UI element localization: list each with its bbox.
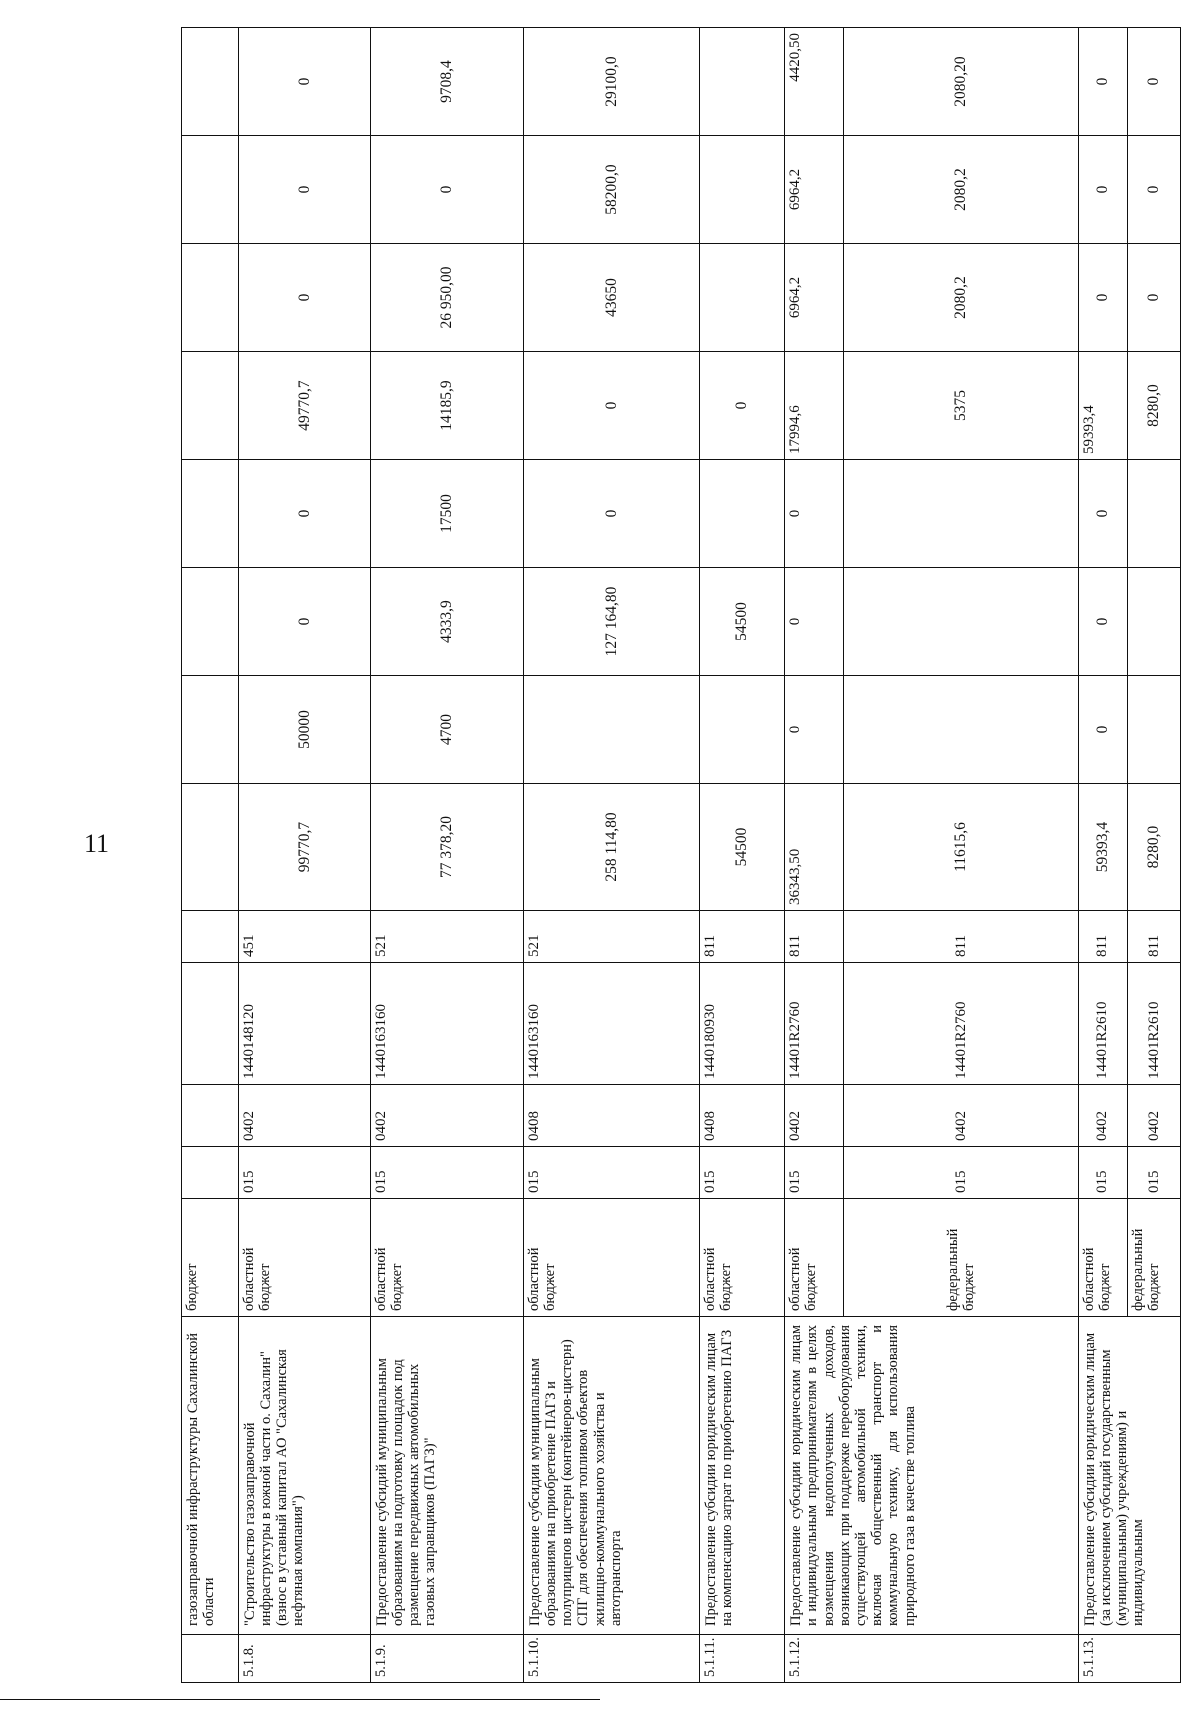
year-value: 43650 bbox=[523, 244, 699, 352]
funding-source: областной бюджет bbox=[1078, 1199, 1127, 1317]
year-value: 0 bbox=[1078, 28, 1127, 136]
funding-source: областной бюджет bbox=[523, 1199, 699, 1317]
year-value: 49770,7 bbox=[238, 352, 370, 460]
funding-source: бюджет bbox=[182, 1199, 239, 1317]
year-value bbox=[1127, 676, 1180, 784]
year-value bbox=[699, 244, 784, 352]
year-value: 5375 bbox=[844, 352, 1078, 460]
vr-code: 811 bbox=[1127, 911, 1180, 963]
year-value bbox=[699, 676, 784, 784]
rzpr-code: 0402 bbox=[238, 1085, 370, 1147]
row-name: Предоставление субсидии юридическим лицам (за исключением субсидий государственным (муниципальным) учреждениям) и индивидуальным bbox=[1078, 1317, 1180, 1635]
year-value: 2080,2 bbox=[844, 136, 1078, 244]
year-value: 0 bbox=[238, 460, 370, 568]
year-value: 0 bbox=[1078, 136, 1127, 244]
year-value: 29100,0 bbox=[523, 28, 699, 136]
row-number: 5.1.11. bbox=[699, 1635, 784, 1683]
rzpr-code: 0402 bbox=[844, 1085, 1078, 1147]
funding-source: областной бюджет bbox=[370, 1199, 523, 1317]
table-row bbox=[1078, 28, 1127, 1683]
total-value: 258 114,80 bbox=[523, 784, 699, 911]
row-number: 5.1.13. bbox=[1078, 1635, 1180, 1683]
total-value: 11615,6 bbox=[844, 784, 1078, 911]
year-value: 6964,2 bbox=[785, 136, 844, 244]
table-row bbox=[370, 28, 523, 1683]
budget-table bbox=[181, 27, 1181, 1683]
row-name: Предоставление субсидии юридическим лицам и индивидуальным предпринимателям в целях возмещения недополученных доходов, возникающих при поддержке переоборудования существующей автомобильной техники, включая общественный транспорт и коммунальную технику, для использования природного газа в качестве топлива bbox=[785, 1317, 1079, 1635]
year-value bbox=[699, 460, 784, 568]
page-number: 11 bbox=[84, 829, 110, 858]
total-value: 8280,0 bbox=[1127, 784, 1180, 911]
funding-source: областной бюджет bbox=[699, 1199, 784, 1317]
year-value: 0 bbox=[370, 136, 523, 244]
csr-code: 1440163160 bbox=[523, 963, 699, 1085]
year-value: 2080,2 bbox=[844, 244, 1078, 352]
csr-code: 1440180930 bbox=[699, 963, 784, 1085]
year-value: 14185,9 bbox=[370, 352, 523, 460]
year-value: 0 bbox=[238, 136, 370, 244]
year-value bbox=[1127, 568, 1180, 676]
year-value: 58200,0 bbox=[523, 136, 699, 244]
year-value bbox=[699, 28, 784, 136]
funding-source: федеральный бюджет bbox=[844, 1199, 1078, 1317]
row-name: газозаправочной инфраструктуры Сахалинской области bbox=[182, 1317, 239, 1635]
table-row bbox=[523, 28, 699, 1683]
year-value: 50000 bbox=[238, 676, 370, 784]
row-name: Предоставление субсидии муниципальным образованиям на приобретение ПАГЗ и полуприцепов цистерн (контейнеров-цистерн) СПГ для обеспечения топливом объектов жилищно-коммунального хозяйства и автотранспорта bbox=[523, 1317, 699, 1635]
vr-code: 521 bbox=[523, 911, 699, 963]
grbs-code: 015 bbox=[844, 1147, 1078, 1199]
year-value: 0 bbox=[523, 352, 699, 460]
row-number: 5.1.10. bbox=[523, 1635, 699, 1683]
row-number: 5.1.12. bbox=[785, 1635, 1079, 1683]
year-value: 59393,4 bbox=[1078, 352, 1127, 460]
year-value: 6964,2 bbox=[785, 244, 844, 352]
table-row bbox=[182, 28, 239, 1683]
year-value: 4700 bbox=[370, 676, 523, 784]
rzpr-code: 0402 bbox=[785, 1085, 844, 1147]
vr-code: 451 bbox=[238, 911, 370, 963]
table-row bbox=[238, 28, 370, 1683]
total-value: 36343,50 bbox=[785, 784, 844, 911]
funding-source: областной бюджет bbox=[785, 1199, 844, 1317]
year-value: 0 bbox=[699, 352, 784, 460]
row-name: Предоставление субсидий муниципальным образованиям на подготовку площадок под размещение передвижных автомобильных газовых заправщиков (ПАГЗ)" bbox=[370, 1317, 523, 1635]
grbs-code: 015 bbox=[699, 1147, 784, 1199]
year-value: 0 bbox=[785, 460, 844, 568]
rotated-page bbox=[181, 28, 1181, 1683]
year-value: 8280,0 bbox=[1127, 352, 1180, 460]
grbs-code: 015 bbox=[523, 1147, 699, 1199]
year-value: 9708,4 bbox=[370, 28, 523, 136]
vr-code: 811 bbox=[844, 911, 1078, 963]
year-value: 4333,9 bbox=[370, 568, 523, 676]
grbs-code: 015 bbox=[370, 1147, 523, 1199]
year-value: 26 950,00 bbox=[370, 244, 523, 352]
row-number bbox=[182, 1635, 239, 1683]
row-name: "Строительство газозаправочной инфраструктуры в южной части о. Сахалин" (взнос в уставный капитал АО "Сахалинская нефтяная компания") bbox=[238, 1317, 370, 1635]
year-value bbox=[844, 676, 1078, 784]
rzpr-code: 0402 bbox=[1078, 1085, 1127, 1147]
year-value bbox=[1127, 460, 1180, 568]
year-value bbox=[699, 136, 784, 244]
grbs-code: 015 bbox=[1078, 1147, 1127, 1199]
year-value: 0 bbox=[1078, 460, 1127, 568]
year-value: 2080,20 bbox=[844, 28, 1078, 136]
year-value: 127 164,80 bbox=[523, 568, 699, 676]
csr-code: 1440148120 bbox=[238, 963, 370, 1085]
table-row bbox=[785, 28, 844, 1683]
year-value bbox=[844, 568, 1078, 676]
rzpr-code: 0408 bbox=[699, 1085, 784, 1147]
rzpr-code: 0408 bbox=[523, 1085, 699, 1147]
year-value: 0 bbox=[238, 568, 370, 676]
row-number: 5.1.8. bbox=[238, 1635, 370, 1683]
year-value: 0 bbox=[1078, 568, 1127, 676]
year-value bbox=[844, 460, 1078, 568]
year-value: 0 bbox=[1078, 244, 1127, 352]
year-value: 4420,50 bbox=[785, 28, 844, 136]
year-value: 0 bbox=[785, 568, 844, 676]
vr-code: 811 bbox=[699, 911, 784, 963]
funding-source: областной бюджет bbox=[238, 1199, 370, 1317]
year-value: 17994,6 bbox=[785, 352, 844, 460]
year-value bbox=[523, 676, 699, 784]
year-value: 0 bbox=[523, 460, 699, 568]
vr-code: 521 bbox=[370, 911, 523, 963]
csr-code: 14401R2760 bbox=[844, 963, 1078, 1085]
csr-code: 1440163160 bbox=[370, 963, 523, 1085]
table-row bbox=[699, 28, 784, 1683]
total-value: 54500 bbox=[699, 784, 784, 911]
grbs-code: 015 bbox=[1127, 1147, 1180, 1199]
year-value: 0 bbox=[238, 244, 370, 352]
total-value: 77 378,20 bbox=[370, 784, 523, 911]
total-value: 99770,7 bbox=[238, 784, 370, 911]
year-value: 0 bbox=[1127, 136, 1180, 244]
vr-code: 811 bbox=[785, 911, 844, 963]
total-value: 59393,4 bbox=[1078, 784, 1127, 911]
year-value: 0 bbox=[1127, 28, 1180, 136]
year-value: 0 bbox=[238, 28, 370, 136]
year-value: 54500 bbox=[699, 568, 784, 676]
grbs-code: 015 bbox=[238, 1147, 370, 1199]
csr-code: 14401R2610 bbox=[1127, 963, 1180, 1085]
vr-code: 811 bbox=[1078, 911, 1127, 963]
scan-edge-line bbox=[0, 1699, 600, 1700]
funding-source: федеральный бюджет bbox=[1127, 1199, 1180, 1317]
rzpr-code: 0402 bbox=[370, 1085, 523, 1147]
year-value: 17500 bbox=[370, 460, 523, 568]
csr-code: 14401R2610 bbox=[1078, 963, 1127, 1085]
row-number: 5.1.9. bbox=[370, 1635, 523, 1683]
csr-code: 14401R2760 bbox=[785, 963, 844, 1085]
row-name: Предоставление субсидии юридическим лицам на компенсацию затрат по приобретению ПАГЗ bbox=[699, 1317, 784, 1635]
year-value: 0 bbox=[1078, 676, 1127, 784]
rzpr-code: 0402 bbox=[1127, 1085, 1180, 1147]
grbs-code: 015 bbox=[785, 1147, 844, 1199]
year-value: 0 bbox=[1127, 244, 1180, 352]
year-value: 0 bbox=[785, 676, 844, 784]
